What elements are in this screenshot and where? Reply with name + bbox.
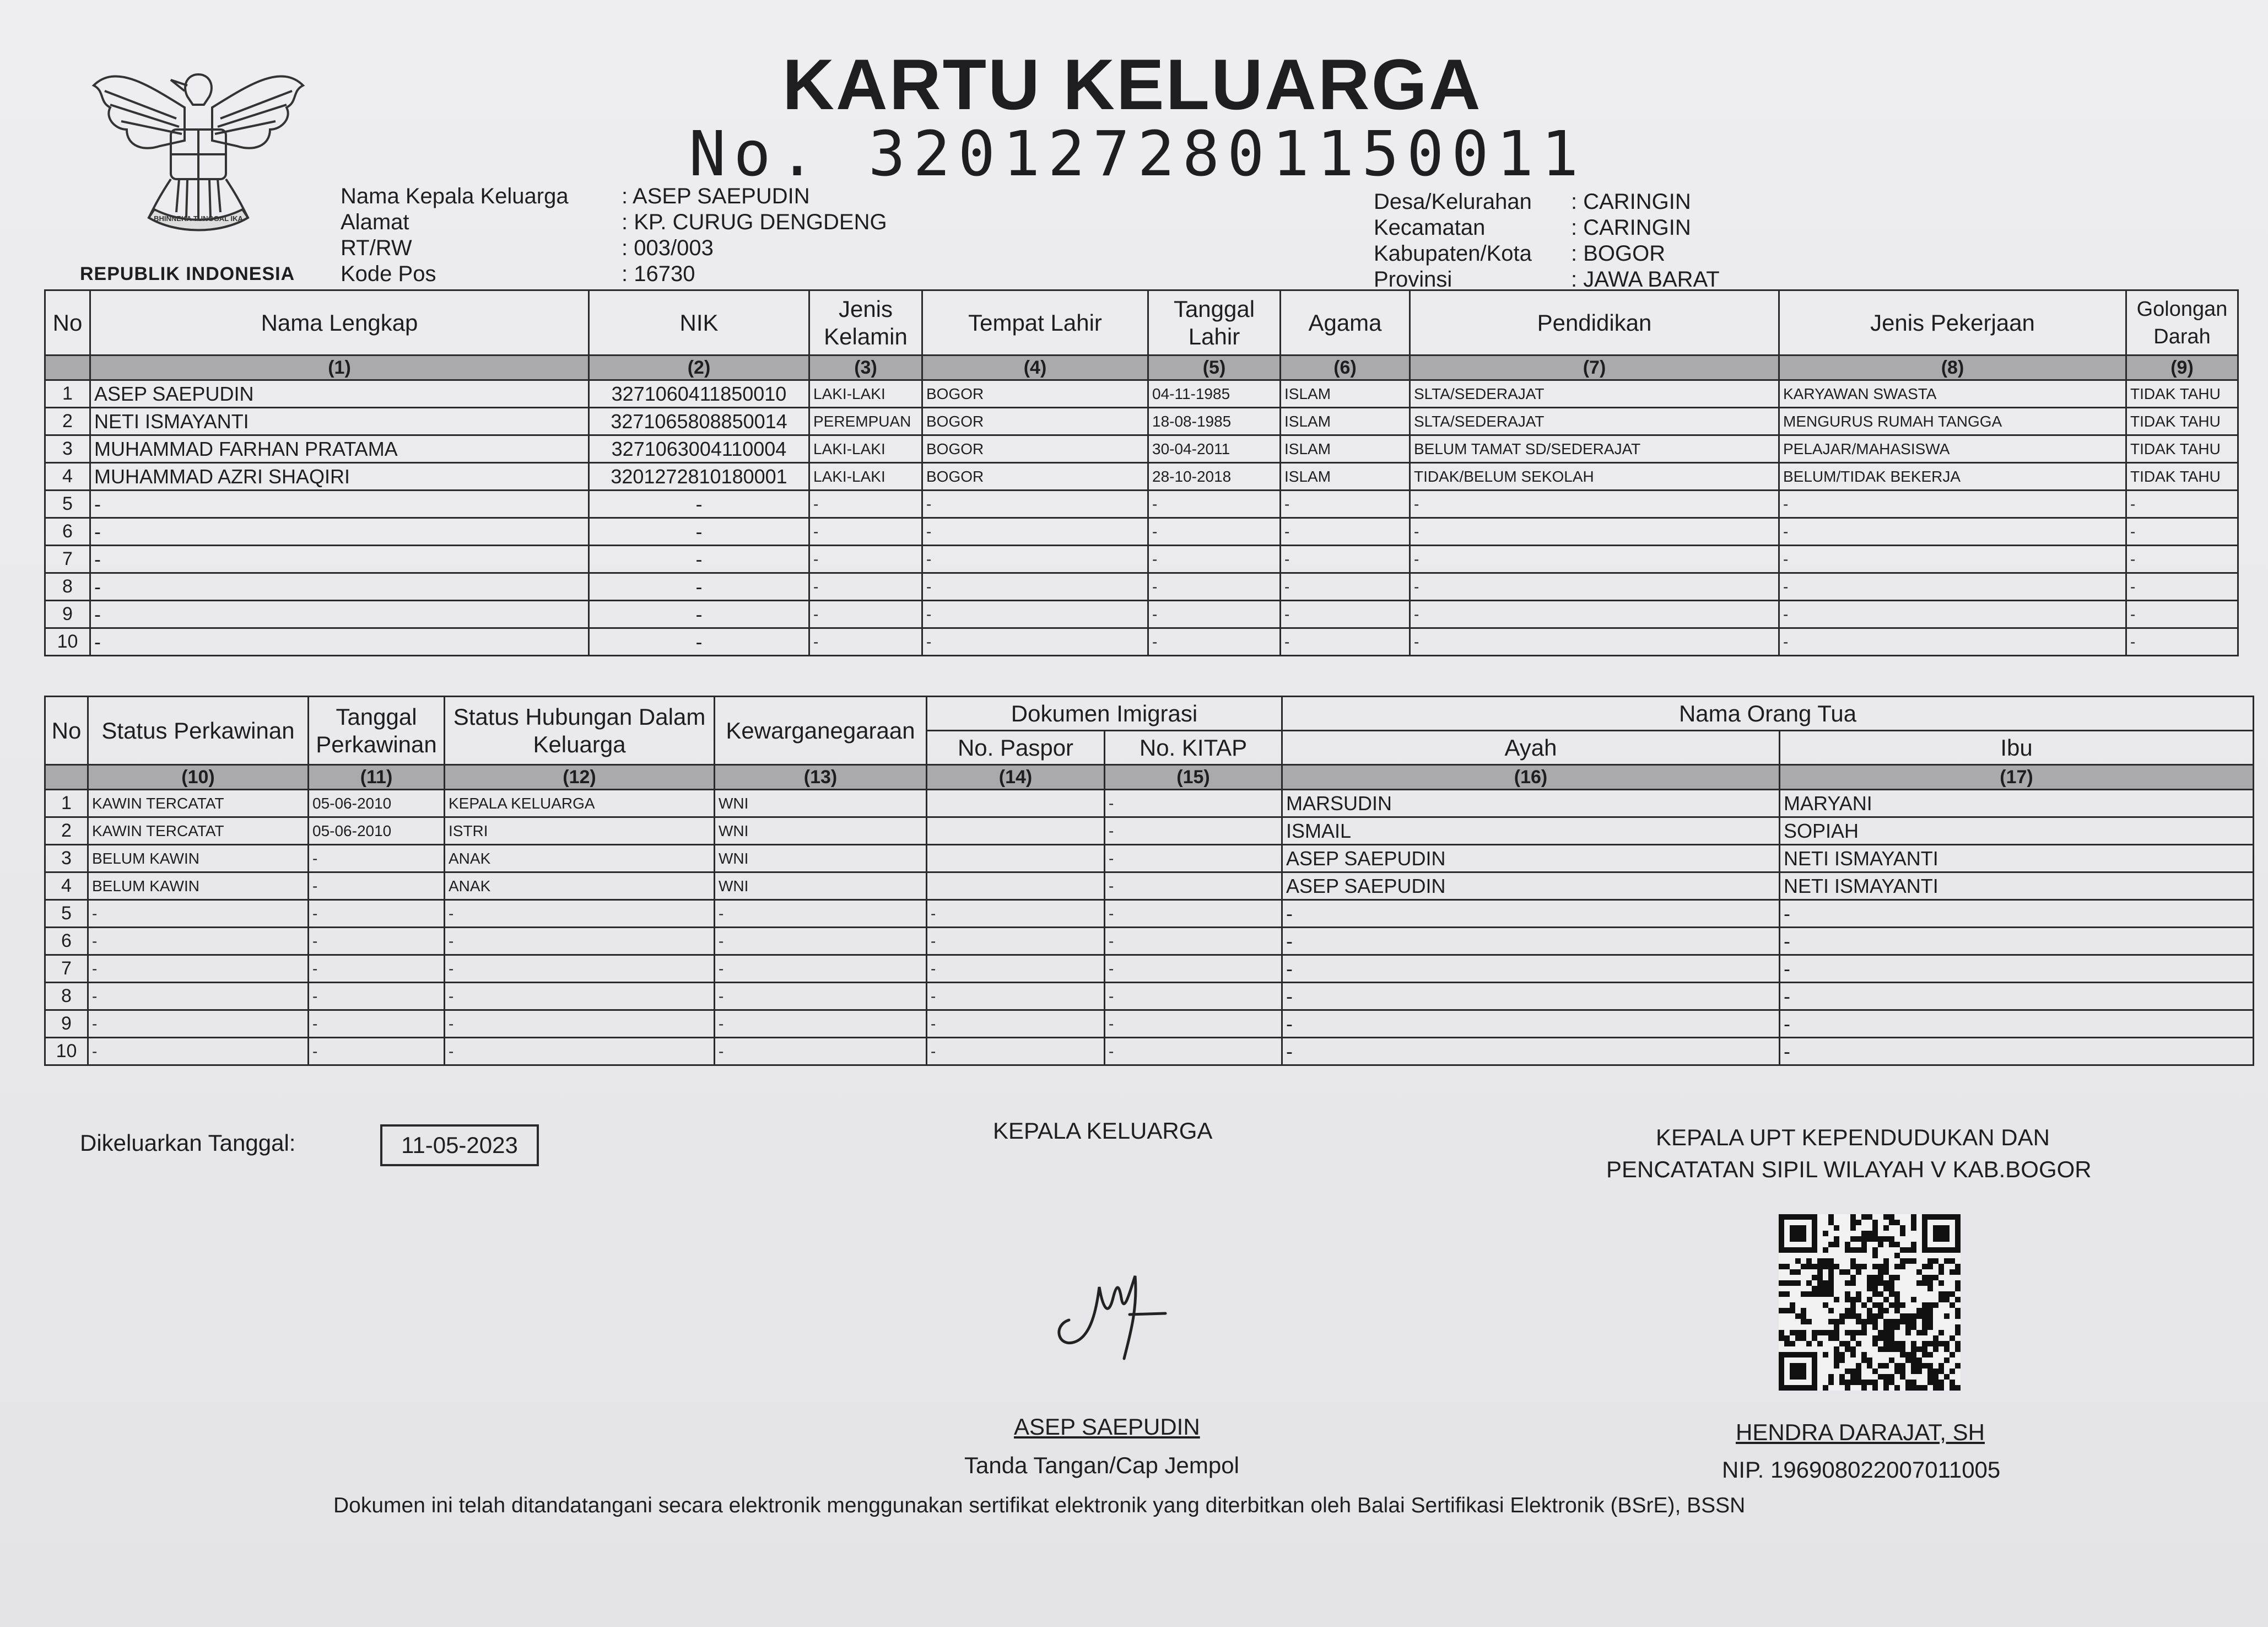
table-row [45,435,2238,463]
col-header: Nama Lengkap [90,290,589,355]
table-cell: MARSUDIN [1282,790,1780,817]
table-cell [927,872,1105,900]
table-cell: 3271060411850010 [589,380,809,408]
table-cell: - [1410,546,1779,573]
table-cell: - [1148,546,1281,573]
table-cell: - [1281,518,1410,546]
official-title-line2: PENCATATAN SIPIL WILAYAH V KAB.BOGOR [1606,1156,2092,1182]
table-cell: 3201272810180001 [589,463,809,491]
kepala-keluarga-name: ASEP SAEPUDIN [1014,1414,1200,1440]
table-row [45,790,2254,817]
field-value: : CARINGIN [1571,216,1691,240]
table-cell [927,845,1105,872]
table-cell: MUHAMMAD AZRI SHAQIRI [90,463,589,491]
col-header: Tempat Lahir [922,290,1148,355]
table-cell: TIDAK/BELUM SEKOLAH [1410,463,1779,491]
table-row [45,1038,2254,1065]
kepala-keluarga-label: KEPALA KELUARGA [993,1118,1213,1144]
col-header: Agama [1281,290,1410,355]
official-name: HENDRA DARAJAT, SH [1736,1419,1985,1445]
field-value: : ASEP SAEPUDIN [622,184,810,208]
table-cell: - [809,601,922,628]
field-row [341,235,887,261]
table-row [45,983,2254,1010]
table-cell: - [1779,573,2126,601]
head-info-right [1374,189,1720,293]
table-cell: - [922,573,1148,601]
table-cell: ISLAM [1281,463,1410,491]
col-header: Pendidikan [1410,290,1779,355]
col-number: (14) [927,765,1105,790]
col-header: Dokumen Imigrasi [927,697,1282,731]
table-cell: - [715,1038,927,1065]
table-cell: 8 [45,983,88,1010]
table-cell: - [88,955,309,983]
table-cell: NETI ISMAYANTI [1780,845,2254,872]
table-cell: - [1410,628,1779,656]
column-number-row [45,355,2238,380]
table-cell: - [922,601,1148,628]
table-cell: - [1779,518,2126,546]
table-cell: - [1105,928,1282,955]
table-cell: NETI ISMAYANTI [90,408,589,435]
table-cell: - [2126,546,2238,573]
table-cell: - [445,983,715,1010]
table-cell: PEREMPUAN [809,408,922,435]
table-cell: KARYAWAN SWASTA [1779,380,2126,408]
table-cell: - [1410,518,1779,546]
table-header-row [45,290,2238,355]
table-cell: - [90,573,589,601]
table-cell: - [589,573,809,601]
table-cell: 5 [45,491,90,518]
table-cell: 2 [45,408,90,435]
table-cell: - [1780,1038,2254,1065]
col-number: (9) [2126,355,2238,380]
table-cell: BELUM KAWIN [88,845,309,872]
table-cell: 5 [45,900,88,928]
table-cell: ASEP SAEPUDIN [90,380,589,408]
family-status-table [44,696,2254,1066]
table-cell: MUHAMMAD FARHAN PRATAMA [90,435,589,463]
table-cell: - [1779,601,2126,628]
col-number [45,355,90,380]
table-cell: ASEP SAEPUDIN [1282,872,1780,900]
table-row [45,872,2254,900]
table-cell: - [927,1038,1105,1065]
table-cell: ANAK [445,872,715,900]
table-cell: PELAJAR/MAHASISWA [1779,435,2126,463]
table-cell: - [88,900,309,928]
col-number: (6) [1281,355,1410,380]
table-cell: - [309,872,445,900]
table-cell: - [1105,790,1282,817]
table-cell: - [88,983,309,1010]
table-cell: SLTA/SEDERAJAT [1410,380,1779,408]
field-label: Provinsi [1374,267,1452,292]
table-cell: BOGOR [922,380,1148,408]
table-cell: - [90,601,589,628]
table-cell: - [1779,491,2126,518]
field-label: Kode Pos [341,262,436,286]
table-cell: KAWIN TERCATAT [88,790,309,817]
col-header: Golongan Darah [2126,290,2238,355]
signature-caption: Tanda Tangan/Cap Jempol [964,1452,1239,1478]
country-label: REPUBLIK INDONESIA [80,263,295,284]
table-cell: 4 [45,463,90,491]
table-row [45,845,2254,872]
table-cell: - [1148,573,1281,601]
table-header-row [45,697,2254,731]
table-row [45,491,2238,518]
table-cell: - [2126,518,2238,546]
qr-code-icon [1779,1214,1961,1391]
table-cell: - [589,601,809,628]
table-cell: - [1105,900,1282,928]
table-cell: - [589,518,809,546]
table-row [45,628,2238,656]
table-cell: - [1105,1010,1282,1038]
official-nip: NIP. 196908022007011005 [1722,1457,2001,1483]
col-header: No [45,290,90,355]
table-cell: ISTRI [445,817,715,845]
table-cell: - [1780,955,2254,983]
table-cell: - [715,983,927,1010]
table-cell: - [90,518,589,546]
table-cell: - [809,518,922,546]
table-cell: BOGOR [922,408,1148,435]
table-cell: - [445,900,715,928]
table-cell: - [1105,983,1282,1010]
col-header: Status Hubungan Dalam Keluarga [445,697,715,765]
table-cell: - [927,955,1105,983]
table-cell: - [1281,491,1410,518]
table-cell: - [1410,491,1779,518]
table-cell: 3271063004110004 [589,435,809,463]
table-cell: 10 [45,628,90,656]
table-cell: MENGURUS RUMAH TANGGA [1779,408,2126,435]
family-members-table [44,289,2239,656]
field-label: Kabupaten/Kota [1374,241,1532,266]
col-header: Tanggal Lahir [1148,290,1281,355]
col-header: Ibu [1780,731,2254,765]
table-cell: MARYANI [1780,790,2254,817]
table-cell: 7 [45,546,90,573]
table-cell: - [922,491,1148,518]
table-row [45,463,2238,491]
emblem-motto: BHINNEKA TUNGGAL IKA [154,214,243,223]
col-number [45,765,88,790]
col-header: NIK [589,290,809,355]
table-cell: - [90,628,589,656]
table-cell: - [589,546,809,573]
col-header: Nama Orang Tua [1282,697,2254,731]
table-row [45,817,2254,845]
col-number: (11) [309,765,445,790]
column-number-row [45,765,2254,790]
table-cell: TIDAK TAHU [2126,435,2238,463]
table-row [45,928,2254,955]
table-cell: - [1780,1010,2254,1038]
table-cell: - [589,491,809,518]
table-cell: KEPALA KELUARGA [445,790,715,817]
col-number: (13) [715,765,927,790]
table-cell: - [715,900,927,928]
table-cell: - [2126,491,2238,518]
table-row [45,900,2254,928]
table-cell: - [90,546,589,573]
table-cell: - [1281,628,1410,656]
table-row [45,1010,2254,1038]
table-cell: - [1780,983,2254,1010]
table-cell: - [715,955,927,983]
col-header: Ayah [1282,731,1780,765]
garuda-emblem-icon [83,52,314,251]
col-number: (1) [90,355,589,380]
table-cell: 05-06-2010 [309,790,445,817]
table-cell: - [1105,817,1282,845]
table-cell: - [922,628,1148,656]
table-cell: 3 [45,845,88,872]
field-label: Kecamatan [1374,216,1486,240]
table-cell: BELUM/TIDAK BEKERJA [1779,463,2126,491]
table-cell: ASEP SAEPUDIN [1282,845,1780,872]
table-cell: - [1281,546,1410,573]
table-cell: 8 [45,573,90,601]
table-cell: BOGOR [922,435,1148,463]
field-value: : 003/003 [622,236,714,260]
table-cell: - [1282,1010,1780,1038]
table-cell: 4 [45,872,88,900]
table-cell: - [927,900,1105,928]
table-cell: BOGOR [922,463,1148,491]
table-cell: - [90,491,589,518]
table-cell: - [1282,1038,1780,1065]
field-row [1374,267,1720,293]
col-number: (8) [1779,355,2126,380]
table-cell: - [1105,872,1282,900]
table-cell: - [1780,928,2254,955]
col-header: Kewarganegaraan [715,697,927,765]
table-cell: ISLAM [1281,408,1410,435]
table-cell: - [445,1010,715,1038]
table-cell: 28-10-2018 [1148,463,1281,491]
table-cell: - [2126,628,2238,656]
electronic-signature-disclaimer: Dokumen ini telah ditandatangani secara elektronik menggunakan sertifikat elektronik yang diterbitkan oleh Balai Sertifikasi Elektronik (BSrE), BSSN [333,1494,1746,1517]
col-header: No [45,697,88,765]
table-cell: - [309,983,445,1010]
table-cell: TIDAK TAHU [2126,463,2238,491]
table-cell: 1 [45,380,90,408]
table-cell: - [715,1010,927,1038]
table-cell: SOPIAH [1780,817,2254,845]
table-row [45,518,2238,546]
table-cell: - [927,1010,1105,1038]
table-cell: - [1780,900,2254,928]
table-row [45,380,2238,408]
table-cell: NETI ISMAYANTI [1780,872,2254,900]
table-cell: - [1148,601,1281,628]
table-row [45,546,2238,573]
table-cell: ISMAIL [1282,817,1780,845]
table-cell: - [1282,900,1780,928]
col-number: (3) [809,355,922,380]
table-row [45,573,2238,601]
field-row [341,261,887,287]
col-header: Tanggal Perkawinan [309,697,445,765]
table-cell: - [809,546,922,573]
table-cell: BELUM TAMAT SD/SEDERAJAT [1410,435,1779,463]
table-cell: - [1281,573,1410,601]
col-header: Jenis Kelamin [809,290,922,355]
table-cell: 7 [45,955,88,983]
field-row [1374,189,1720,215]
col-header: No. KITAP [1105,731,1282,765]
table-cell: BELUM KAWIN [88,872,309,900]
table-cell [927,817,1105,845]
head-info-left [341,184,887,287]
table-cell: - [927,928,1105,955]
table-cell: - [445,928,715,955]
table-cell: TIDAK TAHU [2126,408,2238,435]
table-cell: 10 [45,1038,88,1065]
table-cell: - [809,573,922,601]
table-cell: - [2126,601,2238,628]
col-number: (5) [1148,355,1281,380]
signature-icon [1047,1243,1174,1364]
table-row [45,601,2238,628]
table-cell: - [309,900,445,928]
table-cell: ISLAM [1281,380,1410,408]
table-cell: LAKI-LAKI [809,380,922,408]
table-cell: - [1410,573,1779,601]
table-cell: TIDAK TAHU [2126,380,2238,408]
table-cell: - [309,1010,445,1038]
table-cell: KAWIN TERCATAT [88,817,309,845]
col-header: Status Perkawinan [88,697,309,765]
table-cell: - [309,928,445,955]
official-title-line1: KEPALA UPT KEPENDUDUKAN DAN [1656,1124,2050,1150]
table-cell: - [1148,628,1281,656]
table-cell: SLTA/SEDERAJAT [1410,408,1779,435]
table-cell: - [309,845,445,872]
table-cell: - [1105,1038,1282,1065]
col-header: Jenis Pekerjaan [1779,290,2126,355]
table-cell: - [809,628,922,656]
table-cell: - [88,1010,309,1038]
field-label: Alamat [341,210,409,234]
table-cell: 05-06-2010 [309,817,445,845]
table-cell: - [309,955,445,983]
table-row [45,955,2254,983]
table-cell: 6 [45,518,90,546]
table-cell: - [88,928,309,955]
table-cell: - [88,1038,309,1065]
field-value: : CARINGIN [1571,190,1691,214]
table-cell: 3 [45,435,90,463]
table-cell: - [1148,518,1281,546]
table-cell: ISLAM [1281,435,1410,463]
field-label: RT/RW [341,236,412,260]
table-cell: LAKI-LAKI [809,435,922,463]
table-cell: 2 [45,817,88,845]
table-cell: LAKI-LAKI [809,463,922,491]
table-cell: 04-11-1985 [1148,380,1281,408]
table-row [45,408,2238,435]
table-cell: WNI [715,817,927,845]
field-value: : 16730 [622,262,695,286]
col-number: (12) [445,765,715,790]
table-cell: 3271065808850014 [589,408,809,435]
col-number: (16) [1282,765,1780,790]
table-cell: - [1105,845,1282,872]
table-cell: WNI [715,790,927,817]
kk-number: No. 3201272801150011 [689,118,1586,190]
table-cell: - [715,928,927,955]
field-row [341,184,887,209]
table-cell: 9 [45,601,90,628]
field-row [1374,241,1720,267]
table-cell: 30-04-2011 [1148,435,1281,463]
table-cell: - [1410,601,1779,628]
col-number: (10) [88,765,309,790]
table-cell: 1 [45,790,88,817]
issued-label: Dikeluarkan Tanggal: [80,1130,296,1156]
col-number: (17) [1780,765,2254,790]
col-number: (7) [1410,355,1779,380]
col-number: (4) [922,355,1148,380]
issued-date: 11-05-2023 [380,1124,539,1166]
table-cell: - [1105,955,1282,983]
field-label: Nama Kepala Keluarga [341,184,569,208]
table-cell: - [922,546,1148,573]
table-cell [927,790,1105,817]
field-value: : BOGOR [1571,241,1666,266]
field-value: : KP. CURUG DENGDENG [622,210,887,234]
table-cell: - [922,518,1148,546]
table-cell: - [1282,983,1780,1010]
table-cell: - [2126,573,2238,601]
table-cell: - [1281,601,1410,628]
table-cell: - [1282,955,1780,983]
table-cell: - [809,491,922,518]
table-cell: ANAK [445,845,715,872]
col-number: (2) [589,355,809,380]
field-row [341,209,887,235]
table-cell: 6 [45,928,88,955]
table-cell: - [1282,928,1780,955]
table-cell: - [1779,546,2126,573]
table-cell: 9 [45,1010,88,1038]
table-cell: - [309,1038,445,1065]
table-cell: WNI [715,872,927,900]
document-title: KARTU KELUARGA [782,44,1482,125]
col-header: No. Paspor [927,731,1105,765]
table-cell: - [589,628,809,656]
field-value: : JAWA BARAT [1571,267,1720,292]
table-cell: - [445,955,715,983]
field-label: Desa/Kelurahan [1374,190,1532,214]
table-cell: 18-08-1985 [1148,408,1281,435]
table-cell: - [1148,491,1281,518]
field-row [1374,215,1720,241]
table-cell: - [927,983,1105,1010]
col-number: (15) [1105,765,1282,790]
table-cell: - [1779,628,2126,656]
table-cell: WNI [715,845,927,872]
table-cell: - [445,1038,715,1065]
